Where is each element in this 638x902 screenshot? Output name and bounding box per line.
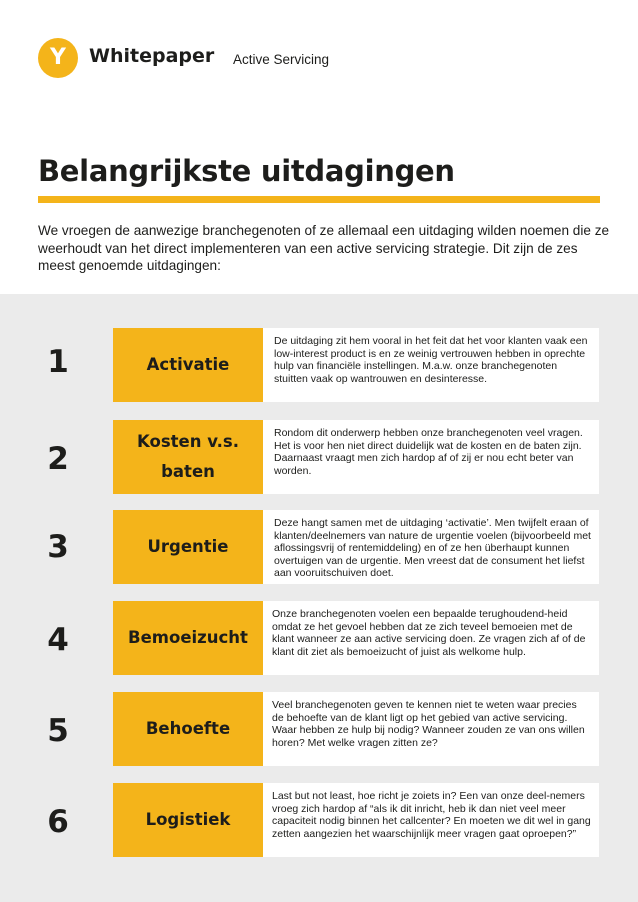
challenge-number: 2: [47, 441, 69, 477]
title-underline: [38, 196, 600, 203]
challenge-label-box: [113, 783, 263, 857]
challenge-description: Last but not least, hoe richt je zoiets in? Een van onze deel-nemers vroeg zich hardop af “als ik dit inricht, heb ik dan niet veel meer capaciteit nodig binnen het callcenter? En moeten we dit wel in gang zetten aangezien het waarschijnlijk meer vragen gaat oproepen?”: [263, 783, 599, 857]
challenge-label: Activatie: [146, 355, 230, 374]
challenge-label: Urgentie: [147, 537, 229, 556]
challenge-number: 6: [47, 804, 69, 840]
challenge-description: Onze branchegenoten voelen een bepaalde terughoudend-heid omdat ze het gevoel hebben dat ze zich teveel bemoeien met de klant wanneer ze aan active servicing doen. Ze vragen zich af of de klant dit ziet als bemoeizucht of juist als welkome hulp.: [263, 601, 599, 675]
challenge-label-box: [113, 420, 263, 494]
challenge-label: Logistiek: [145, 810, 231, 829]
section-label: Active Servicing: [233, 52, 330, 67]
challenge-label-box: [113, 328, 263, 402]
brand-name: Whitepaper: [89, 45, 215, 67]
challenge-label-box: [113, 510, 263, 584]
challenge-label-box: [113, 601, 263, 675]
challenge-number: 4: [47, 622, 69, 658]
challenge-description: De uitdaging zit hem vooral in het feit dat het voor klanten vaak een low-interest product is en ze weinig vertrouwen hebben in oprechte hulp van financiële instellingen. M.a.w. onze branchegenoten stuitten vaak op wantrouwen en desinteresse.: [263, 328, 599, 402]
page-header: [38, 38, 598, 78]
challenge-label: Behoefte: [145, 719, 231, 738]
challenge-label: Bemoeizucht: [128, 628, 248, 647]
challenge-number: 1: [47, 344, 69, 380]
challenge-number: 5: [47, 713, 69, 749]
challenge-description: Deze hangt samen met de uitdaging ‘activatie’. Men twijfelt eraan of klanten/deelnemers van nature de urgentie voelen (bijvoorbeeld met aflossingsvrij of rentemiddeling) en of ze hen überhaupt kunnen overtuigen van de urgentie. Men vreest dat de consument het liefst aan vooruitschuiven doet.: [263, 510, 599, 584]
logo-icon: Y: [38, 38, 78, 78]
challenge-number: 3: [47, 529, 69, 565]
challenge-label: Kosten v.s. baten: [137, 432, 239, 481]
intro-paragraph: We vroegen de aanwezige branchegenoten of ze allemaal een uitdaging wilden noemen die ze weerhoudt van het direct implementeren van een active servicing strategie. Dit zijn de zes meest genoemde uitdagingen:: [38, 223, 610, 273]
challenge-label-box: [113, 692, 263, 766]
page-title: Belangrijkste uitdagingen: [38, 154, 455, 188]
challenge-description: Veel branchegenoten geven te kennen niet te weten waar precies de behoefte van de klant ligt op het gebied van active servicing. Waar hebben ze hulp bij nodig? Wanneer zouden ze van ons willen horen? Met welke vragen zitten ze?: [263, 692, 599, 766]
challenge-description: Rondom dit onderwerp hebben onze branchegenoten veel vragen. Het is voor hen niet direct duidelijk wat de kosten en de baten zijn. Daarnaast vraagt men zich hardop af of zij er nou echt beter van worden.: [263, 420, 599, 494]
